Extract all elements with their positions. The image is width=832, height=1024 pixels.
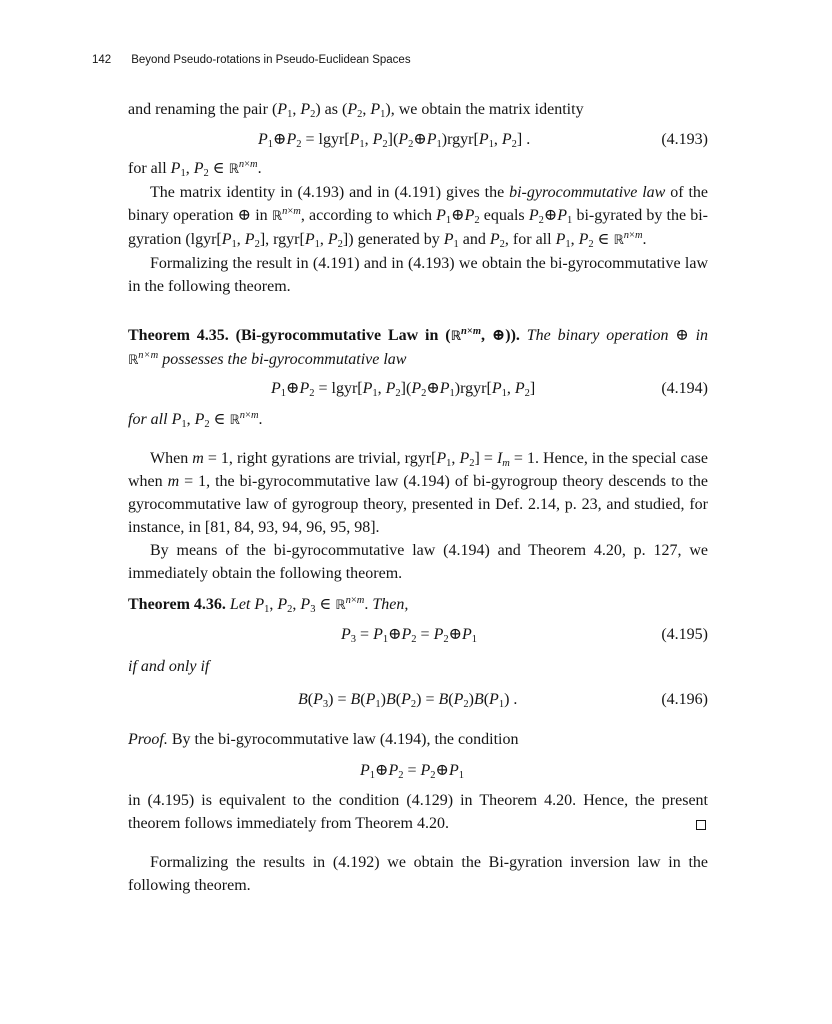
equation-number: (4.194) bbox=[661, 380, 708, 397]
text-paragraph: for all $P_1$, $P_2$ ∈ ℝ$^{n\times m}$. The matrix identity in (4.193) and in (4.191) gives the bi-gyrocommutative law of the binary operation ⊕ in ℝ$^{n\times m}$, according to which $P_1\oplus P_2$ equals $P_2\oplus P_1$ bi-gyrated by the bi-gyration ($lgyr[P_1$, $P_2$], $rgyr[P_1$, $P_2$]) generated by $P_1$ and $P_2$, for all $P_1$, $P_2$ ∈ ℝ$^{n\times m}$. Formalizing the result in (4.191) and in (4.193) we obtain the bi-gyrocommutative law in the following theorem. bbox=[128, 159, 709, 295]
equation-4-195: $P_3$ = $P_1\oplus P_2$ = $P_2\oplus P_1$ bbox=[341, 626, 478, 645]
proof: Proof. By the bi-gyrocommutative law (4.194), the condition bbox=[128, 731, 519, 748]
theorem-4-36-statement: Theorem 4.36. Let $P_1$, $P_2$, $P_3$ ∈ ℝ$^{n\times m}$. Then, bbox=[128, 595, 409, 615]
running-title: Beyond Pseudo-rotations in Pseudo-Euclidean Spaces bbox=[131, 54, 411, 66]
equation-number: (4.196) bbox=[661, 691, 708, 708]
page-number: 142 bbox=[92, 54, 112, 66]
running-header bbox=[92, 54, 411, 66]
theorem-4-35-statement: Theorem 4.35. (Bi-gyrocommutative Law in (ℝ$^{n\times m}$, ⊕)). The binary operation ⊕ in ℝ$^{n\times m}$ possesses the bi-gyrocommutative law bbox=[128, 326, 709, 368]
equation-4-194: $P_1\oplus P_2$ = $lgyr[P_1$, $P_2](P_2\oplus P_1)rgyr[P_1$, $P_2$] bbox=[271, 380, 536, 399]
text-paragraph: for all $P_1$, $P_2$ ∈ ℝ$^{n\times m}$. bbox=[128, 410, 263, 430]
qed-square-icon bbox=[696, 820, 706, 830]
equation-number: (4.193) bbox=[661, 131, 708, 148]
text-paragraph: When m = 1, right gyrations are trivial, $rgyr[P_1$, $P_2] = I_m = 1$. Hence, in the special case when m = 1, the bi-gyrocommutative law (4.194) of bi-gyrogroup theory descends to the gyrocommutative law of gyrogroup theory, presented in Def. 2.14, p. 23, and studied, for instance, in [81, 84, 93, 94, 96, 95, 98]. By means of the bi-gyrocommutative law (4.194) and Theorem 4.20, p. 127, we immediately obtain the following theorem. bbox=[128, 450, 709, 582]
equation-4-196: $B(P_3) = B(P_1)B(P_2) = B(P_2)B(P_1)$ . bbox=[298, 691, 518, 710]
text-paragraph: Formalizing the results in (4.192) we obtain the Bi-gyration inversion law in the following theorem. bbox=[128, 854, 708, 894]
text-paragraph: in (4.195) is equivalent to the condition (4.129) in Theorem 4.20. Hence, the present theorem follows immediately from Theorem 4.20. bbox=[128, 792, 708, 832]
equation-4-193: $P_1\oplus P_2$ = $lgyr[P_1$, $P_2](P_2\oplus P_1)rgyr[P_1$, $P_2$] . bbox=[258, 131, 531, 150]
equation-unnumbered: $P_1\oplus P_2$ = $P_2\oplus P_1$ bbox=[360, 762, 464, 781]
equation-number: (4.195) bbox=[661, 626, 708, 643]
text-paragraph: and renaming the pair ($P_1$, $P_2$) as ($P_2$, $P_1$), we obtain the matrix identity bbox=[128, 101, 584, 120]
theorem-label: Theorem 4.35. bbox=[128, 327, 229, 344]
proof-label: Proof. bbox=[128, 731, 168, 748]
text-paragraph: if and only if bbox=[128, 658, 210, 675]
theorem-label: Theorem 4.36. bbox=[128, 596, 226, 613]
